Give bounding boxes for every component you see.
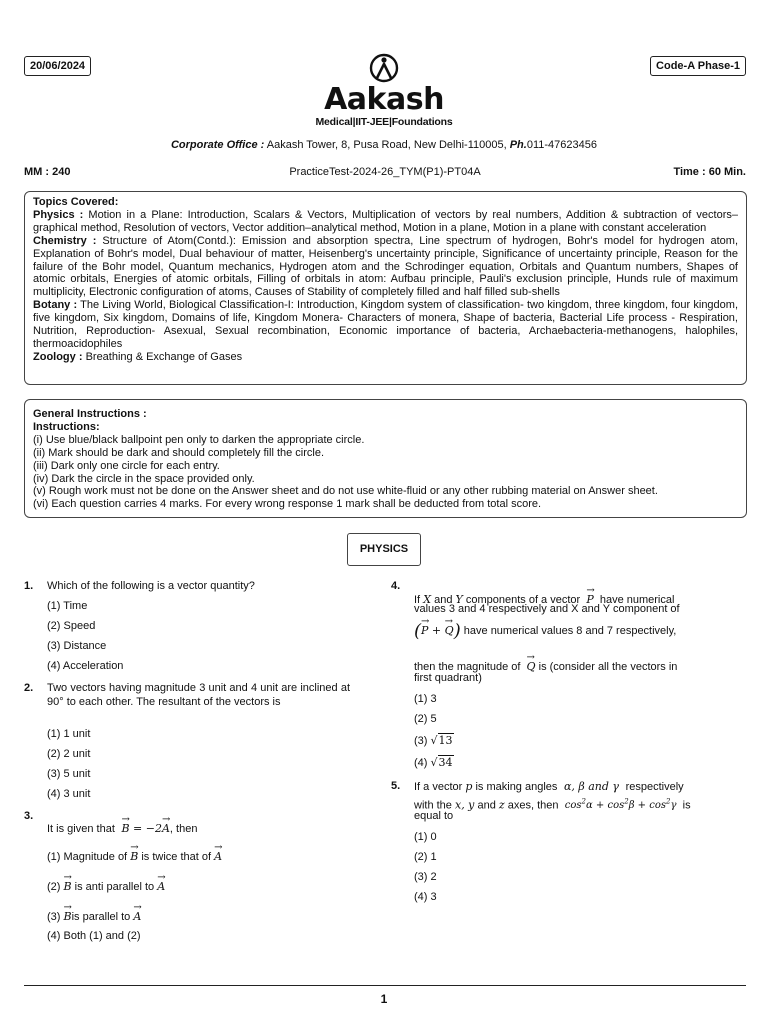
- option-4[interactable]: (4) 3: [414, 891, 437, 903]
- chemistry-label: Chemistry :: [33, 234, 97, 247]
- physics-topics: Motion in a Plane: Introduction, Scalars & Vectors, Multiplication of vectors by real numbers, Addition & subtraction of vectors–graphical method, Resolution of vectors, Vector addition–analytical method, Motion in a plane, Motion in a plane with constant acceleration: [33, 208, 738, 234]
- vector-q: → Q: [445, 620, 454, 636]
- option-number: (1): [47, 851, 61, 863]
- instructions-box: [24, 399, 747, 518]
- q5-text: is: [682, 799, 691, 812]
- option-2[interactable]: (2) 2 unit: [47, 748, 91, 760]
- option-1[interactable]: (1) 1 unit: [47, 728, 91, 740]
- q5-xy: x, y: [454, 798, 475, 812]
- phone-label: Ph.: [509, 139, 527, 151]
- vector-b: → B: [130, 846, 138, 862]
- instructions-subheading: Instructions:: [33, 420, 100, 433]
- option-2[interactable]: [47, 876, 165, 894]
- time-limit: Time : 60 Min.: [673, 166, 746, 178]
- q5-text: and: [477, 799, 496, 812]
- code-tag: Code-A Phase-1: [650, 56, 746, 76]
- option-text: Magnitude of: [63, 851, 128, 863]
- topics-heading: Topics Covered:: [33, 196, 119, 208]
- page-number: 1: [380, 992, 388, 1006]
- option-2[interactable]: (2) 1: [414, 851, 437, 863]
- instruction-item: (vi) Each question carries 4 marks. For every wrong response 1 mark shall be deducted from total score.: [33, 498, 542, 511]
- sqrt-icon: √13: [430, 734, 453, 747]
- question-number: 5.: [391, 780, 401, 792]
- option-2[interactable]: (2) 5: [414, 713, 437, 725]
- corporate-office-line: [0, 139, 768, 151]
- q4-text: then the magnitude of: [414, 661, 521, 673]
- brand-name: Aakash: [324, 82, 444, 117]
- vector-a: → A: [214, 846, 222, 862]
- vector-b: → B: [64, 876, 72, 892]
- sqrt-icon: √34: [430, 756, 453, 769]
- chemistry-topics: Structure of Atom(Contd.): Emission and absorption spectra, Line spectrum of hydrogen, Bohr's model for hydrogen atom, Explanation of Bohr's model, Dual behaviour of matter, Heisenberg's uncertainty principle, Significance of uncertainty principle, Reason for the failure of the Bohr model, Quantum mechanics, Hydrogen atom and the Schrodinger equation, Orbitals and Quantum numbers, Shapes of atomic orbitals, Energies of atomic orbitals, Filling of orbitals in atom: Aufbau principle, Pauli's exclusion principle, Hunds rule of maximum multiplicity, Electronic configuration of atoms, Causes of Stability of completely filled and half filled sub-shells: [33, 234, 738, 299]
- option-number: (3): [414, 735, 428, 747]
- option-text: is parallel to: [71, 911, 131, 923]
- question-number: 3.: [24, 810, 34, 822]
- option-3[interactable]: [47, 906, 141, 924]
- q4-text: have numerical values 8 and 7 respectively,: [463, 625, 677, 637]
- option-number: (2): [47, 881, 61, 893]
- q5-angles: α, β and γ: [560, 780, 623, 793]
- q4-x: X: [423, 593, 432, 606]
- question-number: 1.: [24, 580, 34, 592]
- q4-text: is (consider all the vectors in: [538, 661, 678, 673]
- option-number: (4): [414, 757, 428, 769]
- max-marks: MM : 240: [24, 166, 71, 178]
- q4-text: have numerical: [599, 594, 675, 606]
- q4-y: Y: [455, 593, 463, 606]
- instructions-heading: General Instructions :: [33, 408, 147, 420]
- footer-divider: [24, 985, 746, 986]
- q5-text: respectively: [625, 781, 684, 793]
- vector-q: → Q: [527, 656, 536, 672]
- paren-close: ): [453, 620, 461, 642]
- instruction-item: (iv) Dark the circle in the space provided only.: [33, 472, 255, 485]
- vector-p: → P: [421, 620, 428, 636]
- option-4[interactable]: (4) 3 unit: [47, 788, 91, 800]
- section-title: PHYSICS: [347, 533, 421, 566]
- option-3[interactable]: [414, 734, 454, 748]
- question-number: 4.: [391, 580, 401, 592]
- option-number: (3): [47, 911, 61, 923]
- question-text: Which of the following is a vector quantity?: [47, 580, 255, 592]
- vector-b: → B: [64, 906, 72, 922]
- q3-equation: → B = −2→ A: [118, 822, 170, 835]
- topics-box: [24, 191, 747, 385]
- option-1[interactable]: [47, 846, 222, 864]
- question-line: equal to: [414, 810, 454, 822]
- option-3[interactable]: (3) Distance: [47, 640, 107, 652]
- q5-text: axes, then: [507, 799, 559, 812]
- zoology-topics: Breathing & Exchange of Gases: [85, 350, 243, 363]
- corporate-label: Corporate Office :: [170, 139, 265, 151]
- option-3[interactable]: (3) 2: [414, 871, 437, 883]
- phone-number: 011-47623456: [526, 139, 597, 151]
- question-text: Two vectors having magnitude 3 unit and 4 unit are inclined at 90° to each other. The resultant of the vectors is: [47, 682, 350, 708]
- option-text: is twice that of: [141, 851, 212, 863]
- instruction-item: (ii) Mark should be dark and should completely fill the circle.: [33, 446, 325, 459]
- physics-label: Physics :: [33, 208, 84, 221]
- sqrt-value: 34: [438, 756, 453, 769]
- brand-tagline: Medical|IIT-JEE|Foundations: [315, 116, 453, 128]
- option-4[interactable]: (4) Both (1) and (2): [47, 930, 141, 942]
- option-4[interactable]: [414, 756, 454, 770]
- q5-p: p: [465, 780, 473, 793]
- instruction-item: (v) Rough work must not be done on the Answer sheet and do not use white-fluid or any other rubbing material on Answer sheet.: [33, 485, 658, 498]
- question-line: [414, 780, 717, 794]
- sqrt-value: 13: [438, 734, 453, 747]
- question-line: first quadrant): [414, 672, 482, 684]
- brand-logo: [0, 52, 768, 128]
- vector-a: → A: [133, 906, 141, 922]
- option-1[interactable]: (1) Time: [47, 600, 88, 612]
- option-1[interactable]: (1) 0: [414, 831, 437, 843]
- zoology-label: Zoology :: [33, 350, 83, 363]
- q5-z: z: [498, 798, 505, 812]
- q5-text: is making angles: [475, 781, 558, 793]
- option-4[interactable]: (4) Acceleration: [47, 660, 124, 672]
- aakash-emblem-icon: [369, 52, 399, 84]
- question-line: values 3 and 4 respectively and X and Y component of: [414, 603, 680, 615]
- option-text: is anti parallel to: [74, 881, 155, 893]
- corporate-address: Aakash Tower, 8, Pusa Road, New Delhi-110005,: [266, 139, 507, 151]
- instruction-item: (i) Use blue/black ballpoint pen only to darken the appropriate circle.: [33, 433, 365, 446]
- option-3[interactable]: (3) 5 unit: [47, 768, 91, 780]
- botany-label: Botany :: [33, 299, 78, 312]
- vector-p: → P: [586, 589, 593, 605]
- question-number: 2.: [24, 682, 34, 694]
- q3-text-b: , then: [169, 823, 198, 835]
- vector-a: → A: [157, 876, 165, 892]
- paren-open: (: [414, 620, 422, 642]
- date-tag: 20/06/2024: [24, 56, 91, 76]
- plus-sign: +: [428, 624, 445, 637]
- q5-text: If a vector: [414, 781, 463, 793]
- option-2[interactable]: (2) Speed: [47, 620, 96, 632]
- q4-text: and: [434, 594, 453, 606]
- botany-topics: The Living World, Biological Classification-I: Introduction, Kingdom system of classification- two kingdom, three kingdom, four kingdom, five kingdom, Six kingdom, Domains of life, Kingdom Monera- Characters of monera, Shape of bacteria, Bacterial Life process - Respiration, Nutrition, Reproduction- Asexual, Sexual recombination, Economic importance of bacteria, Archaebacteria-methanogens, halophiles, thermoacidophiles: [33, 299, 739, 350]
- q4-text: components of a vector: [465, 594, 581, 606]
- q5-text: with the: [414, 799, 452, 812]
- option-1[interactable]: (1) 3: [414, 693, 437, 705]
- q5-expression: $\cos^2\alpha + \cos^2\beta + \cos^2\gamma$: [561, 798, 680, 812]
- instruction-item: (iii) Dark only one circle for each entry.: [33, 459, 220, 472]
- test-code: PracticeTest-2024-26_TYM(P1)-PT04A: [289, 166, 481, 178]
- q4-text: If: [414, 594, 421, 606]
- q3-text-a: It is given that: [47, 823, 115, 835]
- question-text: [47, 818, 350, 836]
- question-line: [414, 620, 717, 642]
